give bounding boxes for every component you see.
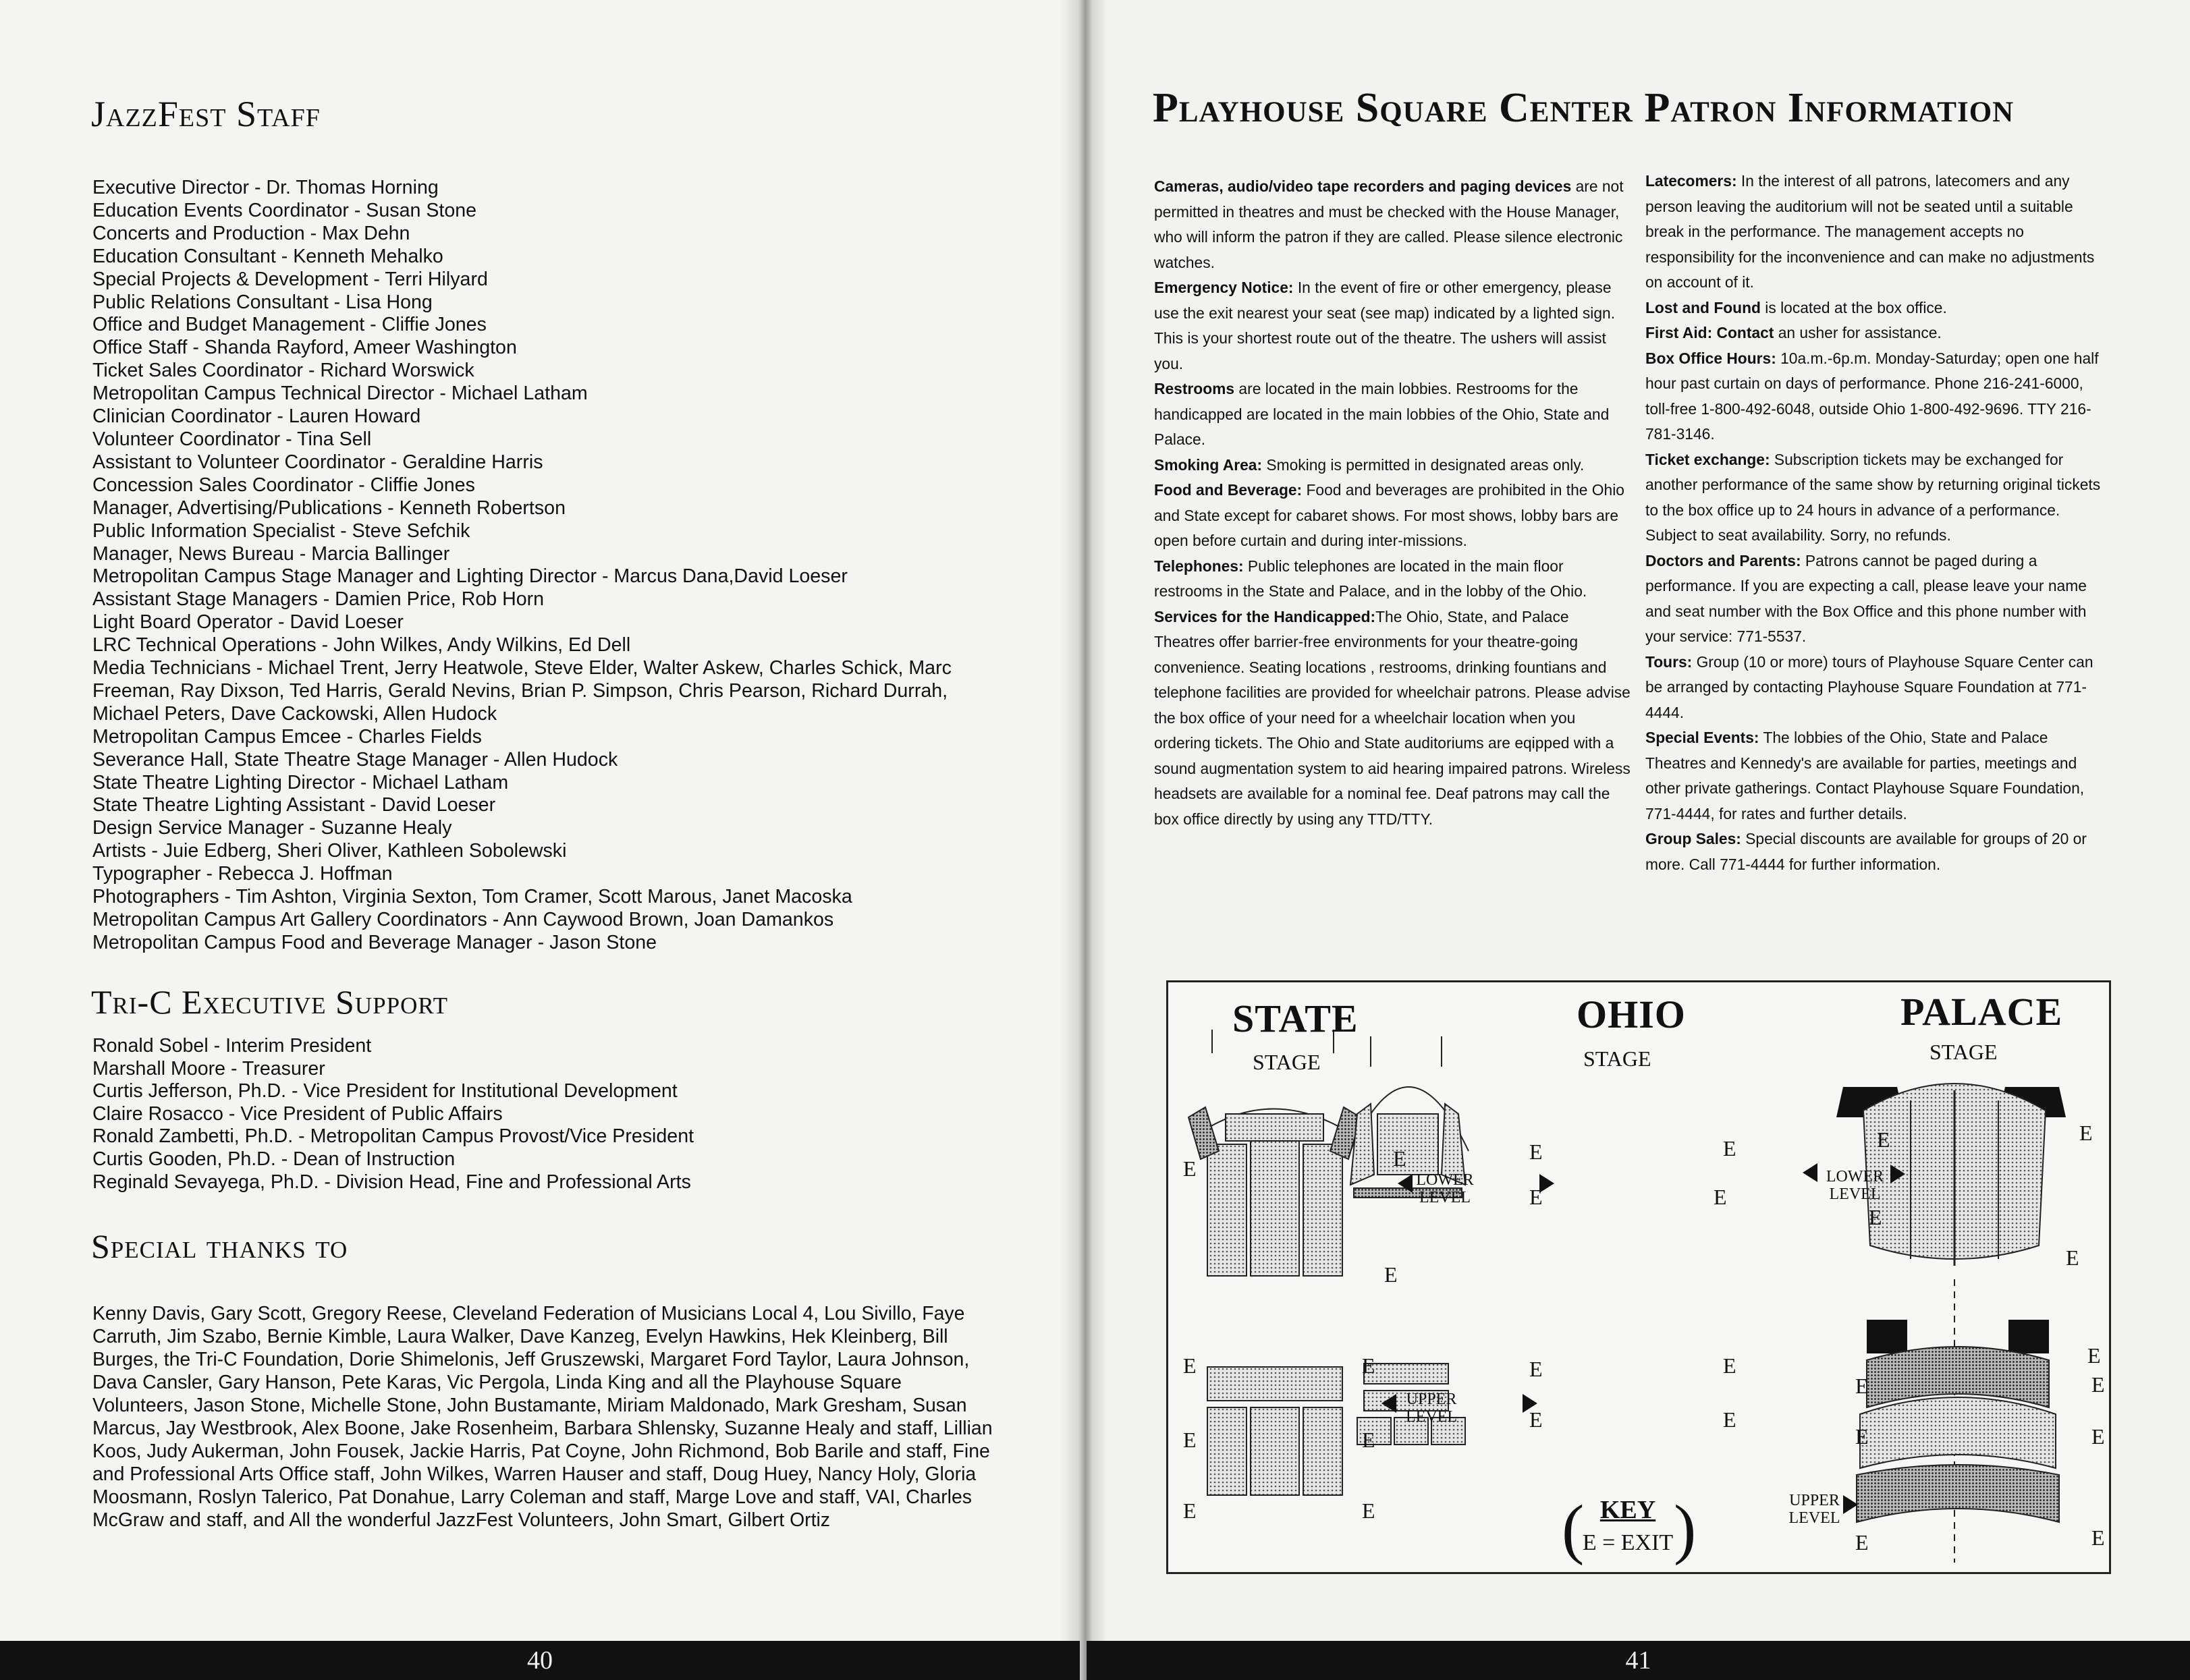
seating-map: [1166, 980, 2111, 1574]
exit-marker: E: [1855, 1424, 1869, 1449]
support-line: Curtis Gooden, Ph.D. - Dean of Instruction: [92, 1148, 456, 1170]
exit-marker: E: [1183, 1499, 1197, 1523]
exit-marker: E: [1855, 1374, 1869, 1398]
staff-line: Assistant to Volunteer Coordinator - Geraldine Harris: [92, 451, 543, 473]
info-text: Food and beverages are prohibited in the Ohio and State except for cabaret shows. For most shows, lobby bars are open before curtain and during inter-missions.: [1154, 481, 1624, 549]
exit-marker: E: [2091, 1424, 2105, 1449]
page-number-bar-left: [0, 1641, 1080, 1680]
exit-marker: E: [1723, 1353, 1736, 1378]
info-paragraph: [1645, 169, 2104, 296]
staff-line: Assistant Stage Managers - Damien Price, Rob Horn: [92, 588, 545, 611]
info-heading: Box Office Hours:: [1645, 349, 1776, 367]
venue-palace: PALACE: [1900, 990, 2063, 1034]
info-paragraph: [1154, 554, 1633, 605]
info-paragraph: [1645, 827, 2104, 877]
key-left-paren: (: [1562, 1491, 1585, 1566]
exit-marker: E: [2091, 1372, 2105, 1397]
staff-line: Ticket Sales Coordinator - Richard Worswick: [92, 360, 474, 382]
palace-lower-level-label: LOWER LEVEL: [1826, 1168, 1884, 1203]
info-paragraph: [1154, 478, 1633, 554]
info-text: Patrons cannot be paged during a performance. If you are expecting a call, please leave your name and seat number with the Box Office and this phone number with your service: 771-5537.: [1645, 551, 2087, 645]
support-line: Claire Rosacco - Vice President of Public Affairs: [92, 1102, 503, 1125]
info-heading: Services for the Handicapped:: [1154, 607, 1376, 625]
staff-line: Metropolitan Campus Technical Director - Michael Latham: [92, 383, 588, 405]
info-text: In the interest of all patrons, latecomers and any person leaving the auditorium will not be seated until a suitable break in the performance. The management accepts no responsibility for the inconvenience and can make no adjustments on account of it.: [1645, 172, 2095, 291]
info-paragraph: [1645, 346, 2104, 447]
exit-marker: E: [1362, 1353, 1375, 1378]
support-title: Tri-C Executive Support: [91, 983, 448, 1021]
support-list: [92, 1035, 970, 1194]
patron-info-title: Playhouse Square Center Patron Information: [1153, 85, 2015, 131]
exit-marker: E: [1183, 1428, 1197, 1452]
staff-line: Education Consultant - Kenneth Mehalko: [92, 245, 443, 267]
exit-marker: E: [1393, 1146, 1406, 1171]
info-text: is located at the box office.: [1760, 298, 1947, 316]
book-gutter: [1060, 0, 1107, 1680]
exit-marker: E: [1714, 1185, 1727, 1209]
left-page: [0, 0, 1083, 1680]
staff-line: Metropolitan Campus Food and Beverage Manager - Jason Stone: [92, 931, 657, 953]
exit-marker: E: [1877, 1127, 1890, 1152]
info-heading: Doctors and Parents:: [1645, 551, 1801, 569]
map-key: [1562, 1491, 1697, 1569]
ohio-stage-label: STAGE: [1583, 1046, 1651, 1071]
palace-stage-label: STAGE: [1929, 1040, 1998, 1064]
info-text: an usher for assistance.: [1774, 324, 1942, 341]
exit-marker: E: [1362, 1428, 1375, 1452]
staff-line: Office and Budget Management - Cliffie Jones: [92, 314, 487, 336]
info-paragraph: [1645, 320, 2104, 346]
page-number-bar-right: [1087, 1641, 2190, 1680]
info-text: Smoking is permitted in designated areas only.: [1262, 455, 1585, 474]
exit-marker: E: [1529, 1140, 1543, 1164]
info-text: The Ohio, State, and Palace Theatres offer barrier-free environments for your theatre-going convenience. Seating locations , restrooms, drinking fountians and telephone facilities are provided for wheelchair patrons. Please advise the box office of your need for a wheelchair location when you ordering tickets. The Ohio and State auditoriums are eqipped with a sound augmentation system to aid hearing impaired patrons. Wireless headsets are available for a nominal fee. Deaf patrons may call the box office directly by using any TTD/TTY.: [1154, 607, 1631, 828]
info-heading: Tours:: [1645, 652, 1693, 671]
info-column-left: [1154, 174, 1633, 832]
support-line: Ronald Sobel - Interim President: [92, 1035, 372, 1057]
key-text: E = EXIT: [1582, 1530, 1674, 1555]
info-heading: Group Sales:: [1645, 830, 1741, 847]
page-number: 40: [527, 1646, 553, 1675]
info-paragraph: [1154, 174, 1633, 275]
info-column-right: [1645, 169, 2104, 877]
info-text: Group (10 or more) tours of Playhouse Square Center can be arranged by contacting Playhouse Square Foundation at 771-4444.: [1645, 652, 2093, 721]
key-title: KEY: [1599, 1496, 1656, 1524]
info-heading: Emergency Notice:: [1154, 279, 1294, 296]
state-upper-level: [1207, 1367, 1342, 1495]
staff-line: Special Projects & Development - Terri Hilyard: [92, 268, 488, 290]
staff-line: Typographer - Rebecca J. Hoffman: [92, 863, 393, 885]
staff-line: Michael Peters, Dave Cackowski, Allen Hudock: [92, 702, 497, 725]
venue-state: STATE: [1232, 997, 1359, 1040]
exit-marker: E: [1529, 1357, 1543, 1381]
staff-list: [92, 177, 1051, 955]
support-line: Reginald Sevayega, Ph.D. - Division Head, Fine and Professional Arts: [92, 1171, 691, 1193]
info-text: 10a.m.-6p.m. Monday-Saturday; open one half hour past curtain on days of performance. Phone 216-241-6000, toll-free 1-800-492-6048, outside Ohio 1-800-492-9696. TTY 216-781-3146.: [1645, 349, 2099, 443]
exit-marker: E: [1723, 1407, 1736, 1432]
exit-marker: E: [1529, 1185, 1543, 1209]
info-text: are not permitted in theatres and must be checked with the House Manager, who will inform the patron if they are called. Please silence electronic watches.: [1154, 177, 1624, 271]
info-heading: Lost and Found: [1645, 298, 1761, 316]
info-heading: Food and Beverage:: [1154, 481, 1303, 499]
staff-line: Metropolitan Campus Emcee - Charles Fields: [92, 725, 482, 748]
info-paragraph: [1154, 605, 1633, 833]
right-page: [1083, 0, 2190, 1680]
exit-marker: E: [1362, 1499, 1375, 1523]
staff-line: State Theatre Lighting Assistant - David Loeser: [92, 794, 496, 816]
support-line: Marshall Moore - Treasurer: [92, 1057, 325, 1080]
staff-line: Metropolitan Campus Stage Manager and Lighting Director - Marcus Dana,David Loeser: [92, 565, 848, 588]
venue-ohio: OHIO: [1577, 992, 1686, 1036]
exit-marker: E: [2091, 1525, 2105, 1550]
info-paragraph: [1645, 549, 2104, 650]
staff-line: Office Staff - Shanda Rayford, Ameer Washington: [92, 337, 517, 359]
info-paragraph: [1154, 275, 1633, 376]
staff-line: Clinician Coordinator - Lauren Howard: [92, 405, 421, 428]
exit-marker: E: [1384, 1262, 1398, 1287]
staff-line: Executive Director - Dr. Thomas Horning: [92, 177, 439, 198]
info-heading: Cameras, audio/video tape recorders and paging devices: [1154, 177, 1572, 195]
staff-line: Public Information Specialist - Steve Sefchik: [92, 520, 470, 542]
support-line: Ronald Zambetti, Ph.D. - Metropolitan Campus Provost/Vice President: [92, 1125, 694, 1148]
palace-upper-level-label: UPPER LEVEL: [1788, 1492, 1840, 1527]
staff-line: Light Board Operator - David Loeser: [92, 611, 404, 634]
info-text: Public telephones are located in the main floor restrooms in the State and Palace, and in the lobby of the Ohio.: [1154, 557, 1587, 600]
staff-line: State Theatre Lighting Director - Michael Latham: [92, 771, 509, 793]
thanks-text: Kenny Davis, Gary Scott, Gregory Reese, Cleveland Federation of Musicians Local 4, Lou Sivillo, Faye Carruth, Jim Szabo, Bernie Kimble, Laura Walker, Dave Kanzeg, Evelyn Hawkins, Hek Kleinberg, Bill Burges, the Tri-C Foundation, Dorie Shimelonis, Jeff Gruszewski, Margaret Ford Taylor, Laura Johnson, Dava Cansler, Gary Hanson, Pete Karas, Vic Pergola, Linda King and all the Playhouse Square Volunteers, Jason Stone, Michelle Stone, John Bustamante, Miriam Maldonado, Mark Gresham, Susan Marcus, Jay Westbrook, Alex Boone, Jake Rosenheim, Barbara Shlensky, Suzanne Healy and staff, Lillian Koos, Judy Aukerman, John Fousek, Jackie Harris, Pat Coyne, John Richmond, Bob Barile and staff, Fine and Professional Arts Office staff, John Wilkes, Warren Hauser and staff, Doug Huey, Nancy Holy, Gloria Moosmann, Roslyn Talerico, Pat Donahue, Larry Coleman and staff, Marge Love and staff, VAI, Charles McGraw and staff, and All the wonderful JazzFest Volunteers, John Smart, Gilbert Ortiz: [92, 1303, 993, 1531]
info-paragraph: [1645, 447, 2104, 549]
exit-marker: E: [1855, 1530, 1869, 1555]
info-text: Special discounts are available for groups of 20 or more. Call 771-4444 for further information.: [1645, 830, 2087, 873]
page-number: 41: [1625, 1646, 1651, 1675]
staff-line: Media Technicians - Michael Trent, Jerry Heatwole, Steve Elder, Walter Askew, Charles Schick, Marc: [92, 657, 952, 679]
info-paragraph: [1645, 650, 2104, 726]
staff-line: Concerts and Production - Max Dehn: [92, 222, 410, 244]
info-paragraph: [1154, 376, 1633, 453]
staff-line: Design Service Manager - Suzanne Healy: [92, 817, 452, 839]
info-paragraph: [1645, 296, 2104, 321]
staff-line: Freeman, Ray Dixson, Ted Harris, Gerald Nevins, Brian P. Simpson, Chris Pearson, Richard Durrah,: [92, 679, 948, 702]
exit-marker: E: [1183, 1353, 1197, 1378]
staff-title: JazzFest Staff: [91, 94, 321, 134]
info-text: are located in the main lobbies. Restrooms for the handicapped are located in the main lobbies of the Ohio, State and Palace.: [1154, 380, 1610, 448]
exit-marker: E: [1869, 1205, 1882, 1229]
info-heading: Restrooms: [1154, 380, 1235, 397]
info-heading: Special Events:: [1645, 729, 1759, 746]
info-heading: Ticket exchange:: [1645, 450, 1770, 468]
staff-line: Manager, Advertising/Publications - Kenneth Robertson: [92, 497, 566, 519]
staff-line: Manager, News Bureau - Marcia Ballinger: [92, 542, 450, 565]
info-paragraph: [1154, 453, 1633, 478]
staff-line: Concession Sales Coordinator - Cliffie Jones: [92, 474, 475, 496]
key-right-paren: ): [1674, 1491, 1697, 1566]
staff-line: Volunteer Coordinator - Tina Sell: [92, 428, 372, 450]
state-lower-level-label: LOWER LEVEL: [1416, 1171, 1474, 1206]
info-paragraph: [1645, 725, 2104, 827]
exit-marker: E: [2066, 1245, 2079, 1270]
info-heading: Latecomers:: [1645, 172, 1737, 190]
staff-line: LRC Technical Operations - John Wilkes, Andy Wilkins, Ed Dell: [92, 634, 631, 656]
exit-marker: E: [1723, 1136, 1736, 1160]
support-line: Curtis Jefferson, Ph.D. - Vice President for Institutional Development: [92, 1080, 678, 1102]
info-text: The lobbies of the Ohio, State and Palace Theatres and Kennedy's are available for parties, meetings and other private gatherings. Contact Playhouse Square Foundation, 771-4444, for rates and further details.: [1645, 729, 2085, 822]
staff-line: Metropolitan Campus Art Gallery Coordinators - Ann Caywood Brown, Joan Damankos: [92, 909, 834, 930]
exit-marker: E: [1529, 1407, 1543, 1432]
state-upper-level-label: UPPER LEVEL: [1406, 1391, 1457, 1426]
exit-marker: E: [2087, 1343, 2101, 1368]
exit-marker: E: [1183, 1156, 1197, 1181]
staff-line: Severance Hall, State Theatre Stage Manager - Allen Hudock: [92, 748, 618, 771]
info-text: In the event of fire or other emergency, please use the exit nearest your seat (see map) indicated by a lighted sign. This is your shortest route out of the theatre. The ushers will assist you.: [1154, 279, 1616, 372]
info-text: Subscription tickets may be exchanged for another performance of the same show by returning original tickets to the box office up to 24 hours in advance of a performance. Subject to seat availability. Sorry, no refunds.: [1645, 450, 2101, 544]
info-heading: First Aid: Contact: [1645, 324, 1774, 341]
staff-line: Photographers - Tim Ashton, Virginia Sexton, Tom Cramer, Scott Marous, Janet Macoska: [92, 886, 852, 908]
level-arrows: [1381, 1163, 1905, 1514]
staff-line: Artists - Juie Edberg, Sheri Oliver, Kathleen Sobolewski: [92, 840, 567, 862]
info-heading: Telephones:: [1154, 557, 1244, 575]
state-stage-label: STAGE: [1253, 1050, 1321, 1074]
staff-line: Education Events Coordinator - Susan Stone: [92, 199, 477, 221]
palace-upper-level: [1857, 1320, 2059, 1522]
exit-marker: E: [2079, 1121, 2093, 1145]
staff-line: Public Relations Consultant - Lisa Hong: [92, 291, 433, 313]
thanks-title: Special thanks to: [91, 1227, 348, 1265]
info-heading: Smoking Area:: [1154, 455, 1263, 474]
